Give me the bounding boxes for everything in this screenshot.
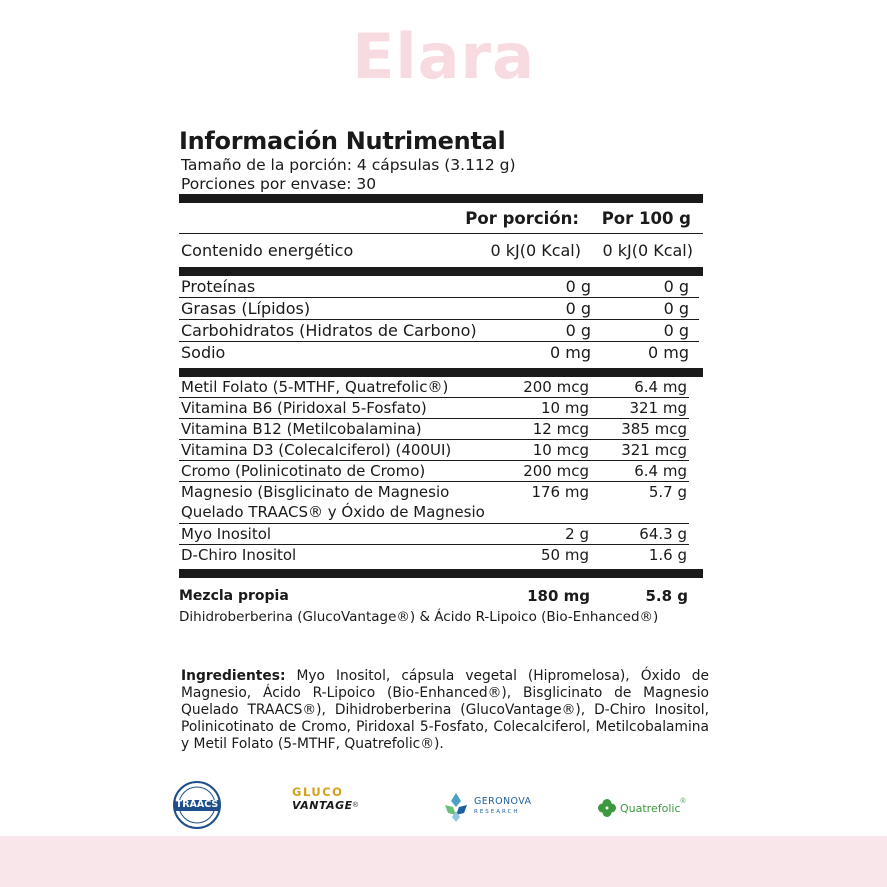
macro-name: Sodio (181, 343, 226, 362)
vitamin-row (179, 482, 689, 524)
nutrition-title: Información Nutrimental (179, 127, 506, 155)
macro-per-100g: 0 mg (647, 343, 689, 362)
macro-per-serving: 0 g (565, 299, 591, 318)
energy-row (179, 234, 703, 267)
quatrefolic-name: Quatrefolic (620, 801, 681, 815)
vitamin-name: Myo Inositol (181, 525, 272, 543)
vitamin-per-100g: 6.4 mg (634, 378, 687, 396)
per-serving-header: Por porción: (465, 208, 579, 228)
vitamin-per-100g: 1.6 g (648, 546, 687, 564)
ingredients-paragraph (181, 668, 709, 753)
serving-size: Tamaño de la porción: 4 cápsulas (3.112 g) (181, 156, 516, 174)
vitamin-name: Metil Folato (5-MTHF, Quatrefolic®) (181, 378, 449, 396)
vitamin-row (179, 398, 689, 419)
servings-per-container: Porciones por envase: 30 (181, 175, 377, 193)
ingredients-text: Myo Inositol, cápsula vegetal (Hipromelosa), Óxido de Magnesio, Ácido R-Lipoico (Bio-Enhanced®), Bisglicinato de Magnesio Quelado TRAACS®), Dihidroberberina (GlucoVantage®), D-Chiro Inositol, Polinicotinato de Cromo, Piridoxal 5-Fosfato, Colecalciferol, Metilcobalamina y Metil Folato (5-MTHF, Quatrefolic®). (181, 668, 709, 752)
macro-row (179, 342, 699, 366)
macro-per-serving: 0 mg (549, 343, 591, 362)
vitamin-per-serving: 200 mcg (523, 378, 589, 396)
vitamin-per-serving: 50 mg (541, 546, 589, 564)
vitamin-per-100g: 5.7 g (648, 483, 687, 501)
vitamin-row (179, 377, 689, 398)
vitamin-row (179, 461, 689, 482)
brand-name: Elara (352, 20, 535, 93)
macro-per-100g: 0 g (663, 277, 689, 296)
macro-per-100g: 0 g (663, 321, 689, 340)
divider-thick (179, 267, 703, 276)
geronova-name: GERONOVA (474, 796, 532, 807)
quatrefolic-logo (597, 798, 707, 818)
traacs-logo (172, 780, 222, 830)
four-leaf-clover-icon (597, 798, 617, 818)
vitamin-name: Vitamina B6 (Piridoxal 5-Fosfato) (181, 399, 427, 417)
vitamin-row (179, 419, 689, 440)
divider-thick (179, 194, 703, 203)
macro-name: Grasas (Lípidos) (181, 299, 311, 318)
blend-per-100g: 5.8 g (645, 587, 688, 605)
vitamin-per-100g: 6.4 mg (634, 462, 687, 480)
geronova-logo (441, 790, 541, 824)
blend-name: Mezcla propia (179, 588, 289, 604)
blend-row (179, 586, 703, 606)
macro-per-100g: 0 g (663, 299, 689, 318)
vitamin-name: Vitamina D3 (Colecalciferol) (400UI) (181, 441, 452, 459)
glucovantage-mark: ® (352, 802, 358, 809)
geronova-sub: RESEARCH (474, 809, 520, 815)
macro-per-serving: 0 g (565, 321, 591, 340)
vitamin-name-line1: Magnesio (Bisglicinato de Magnesio (181, 483, 450, 501)
divider-thick (179, 368, 703, 377)
glucovantage-line1: GLUCO (292, 785, 344, 799)
macro-per-serving: 0 g (565, 277, 591, 296)
vitamin-per-100g: 385 mcg (621, 420, 687, 438)
nutrition-facts-panel (179, 126, 703, 627)
certification-logos (0, 780, 887, 836)
vitamin-name: Vitamina B12 (Metilcobalamina) (181, 420, 422, 438)
vitamin-per-serving: 10 mg (541, 399, 589, 417)
macro-row (179, 320, 699, 342)
quatrefolic-mark: ® (680, 798, 686, 805)
per-100g-header: Por 100 g (601, 208, 691, 228)
vitamin-per-serving: 10 mcg (532, 441, 589, 459)
macro-row (179, 276, 699, 298)
vitamin-name (181, 482, 501, 523)
ingredients-label: Ingredientes: (181, 668, 286, 684)
vitamin-name: Cromo (Polinicotinato de Cromo) (181, 462, 426, 480)
geronova-leaf-icon (441, 791, 471, 823)
vitamin-per-serving: 12 mcg (532, 420, 589, 438)
footer-band (0, 836, 887, 887)
vitamin-row (179, 440, 689, 461)
glucovantage-line2: VANTAGE (292, 799, 353, 812)
vitamin-per-serving: 2 g (565, 525, 589, 543)
vitamin-per-100g: 321 mcg (621, 441, 687, 459)
glucovantage-logo (292, 786, 382, 824)
blend-description: Dihidroberberina (GlucoVantage®) & Ácido R-Lipoico (Bio-Enhanced®) (179, 609, 659, 625)
blend-per-serving: 180 mg (527, 587, 590, 605)
column-header-row (179, 203, 703, 234)
energy-name: Contenido energético (181, 241, 354, 260)
macro-row (179, 298, 699, 320)
vitamin-row (179, 545, 689, 565)
energy-per-100g: 0 kJ(0 Kcal) (602, 241, 693, 260)
vitamin-per-100g: 321 mg (629, 399, 687, 417)
vitamin-row (179, 524, 689, 545)
macro-name: Proteínas (181, 277, 256, 296)
vitamin-per-100g: 64.3 g (639, 525, 687, 543)
vitamin-name: D-Chiro Inositol (181, 546, 297, 564)
vitamin-per-serving: 176 mg (531, 483, 589, 501)
macro-name: Carbohidratos (Hidratos de Carbono) (181, 321, 477, 340)
divider-thick (179, 569, 703, 578)
traacs-text: TRAACS (175, 799, 219, 810)
energy-per-serving: 0 kJ(0 Kcal) (490, 241, 581, 260)
vitamin-name-line2: Quelado TRAACS® y Óxido de Magnesio (181, 503, 485, 521)
vitamin-per-serving: 200 mcg (523, 462, 589, 480)
